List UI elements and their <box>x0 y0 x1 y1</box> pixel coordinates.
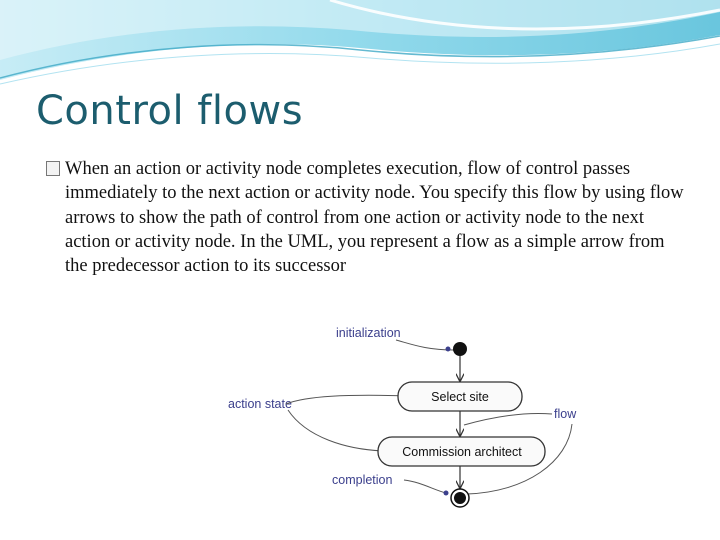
slide-title: Control flows <box>36 88 304 134</box>
leader-dot-completion <box>444 491 449 496</box>
header-wave-decoration <box>0 0 720 90</box>
action-node-select-site-label: Select site <box>431 390 489 404</box>
final-node-core <box>454 492 466 504</box>
initial-node <box>453 342 467 356</box>
bullet-text: When an action or activity node completes execution, flow of control passes immediately to the next action or activity node. You specify this flow by using flow arrows to show the path of control from one action or activity node to the next action or activity node. In the UML, you represent a flow as a simple arrow from the predecessor action to its successor <box>65 159 684 277</box>
label-flow: flow <box>554 407 577 421</box>
leader-dot-initialization <box>446 347 451 352</box>
label-completion: completion <box>332 473 393 487</box>
bullet-box-icon <box>46 161 60 176</box>
bullet-paragraph <box>46 157 686 278</box>
activity-diagram <box>226 322 582 512</box>
action-node-commission-architect-label: Commission architect <box>402 445 522 459</box>
label-initialization: initialization <box>336 326 401 340</box>
label-action-state: action state <box>228 397 292 411</box>
